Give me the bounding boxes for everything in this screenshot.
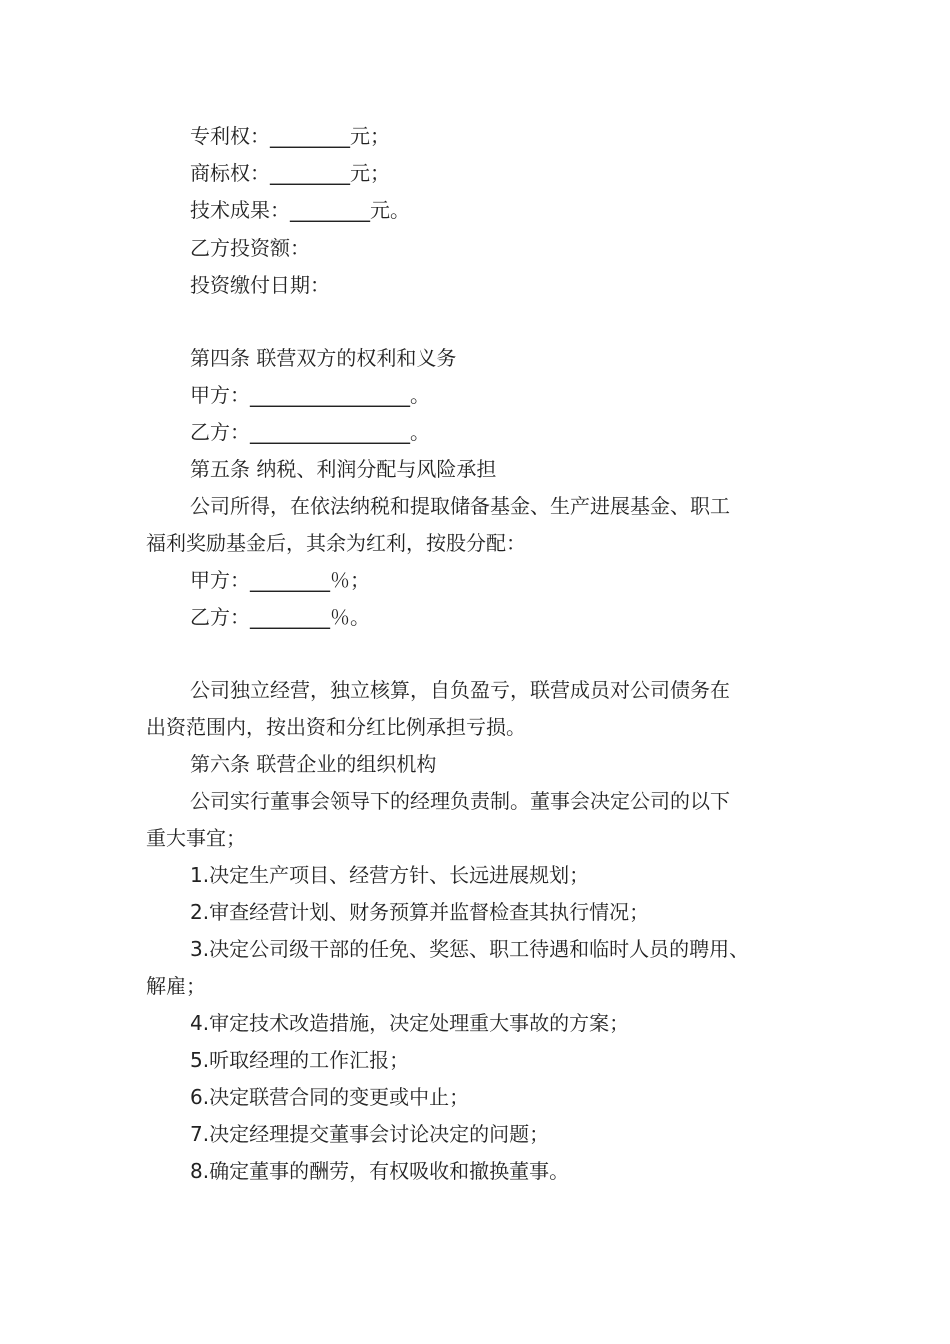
list-item: 6.决定联营合同的变更或中止； xyxy=(190,1085,470,1109)
text-line: 乙方投资额： xyxy=(190,236,310,260)
section-heading: 第四条 联营双方的权利和义务 xyxy=(190,346,457,370)
text-line: 重大事宜； xyxy=(146,826,246,850)
text-line: 甲方：________％； xyxy=(190,568,370,592)
text-line: 公司实行董事会领导下的经理负责制。董事会决定公司的以下 xyxy=(190,789,730,813)
list-item: 1.决定生产项目、经营方针、长远进展规划； xyxy=(190,863,590,887)
text-line: 出资范围内，按出资和分红比例承担亏损。 xyxy=(146,715,526,739)
text-line: 公司所得，在依法纳税和提取储备基金、生产进展基金、职工 xyxy=(190,494,730,518)
text-line: 技术成果：________元。 xyxy=(190,198,410,222)
list-item: 3.决定公司级干部的任免、奖惩、职工待遇和临时人员的聘用、 xyxy=(190,937,750,961)
text-line: 甲方：________________。 xyxy=(190,383,430,407)
list-item: 7.决定经理提交董事会讨论决定的问题； xyxy=(190,1122,550,1146)
text-line: 商标权：________元； xyxy=(190,161,390,185)
text-line: 公司独立经营，独立核算，自负盈亏，联营成员对公司债务在 xyxy=(190,678,730,702)
section-heading: 第五条 纳税、利润分配与风险承担 xyxy=(190,457,497,481)
section-heading: 第六条 联营企业的组织机构 xyxy=(190,752,437,776)
text-line: 乙方：________％。 xyxy=(190,605,370,629)
text-line: 专利权：________元； xyxy=(190,124,390,148)
list-item: 4.审定技术改造措施，决定处理重大事故的方案； xyxy=(190,1011,630,1035)
list-item: 8.确定董事的酬劳，有权吸收和撤换董事。 xyxy=(190,1159,570,1183)
text-line: 解雇； xyxy=(146,974,206,998)
text-line: 投资缴付日期： xyxy=(190,273,330,297)
text-line: 福利奖励基金后，其余为红利，按股分配： xyxy=(146,531,526,555)
list-item: 5.听取经理的工作汇报； xyxy=(190,1048,410,1072)
text-line: 乙方：________________。 xyxy=(190,420,430,444)
list-item: 2.审查经营计划、财务预算并监督检查其执行情况； xyxy=(190,900,650,924)
